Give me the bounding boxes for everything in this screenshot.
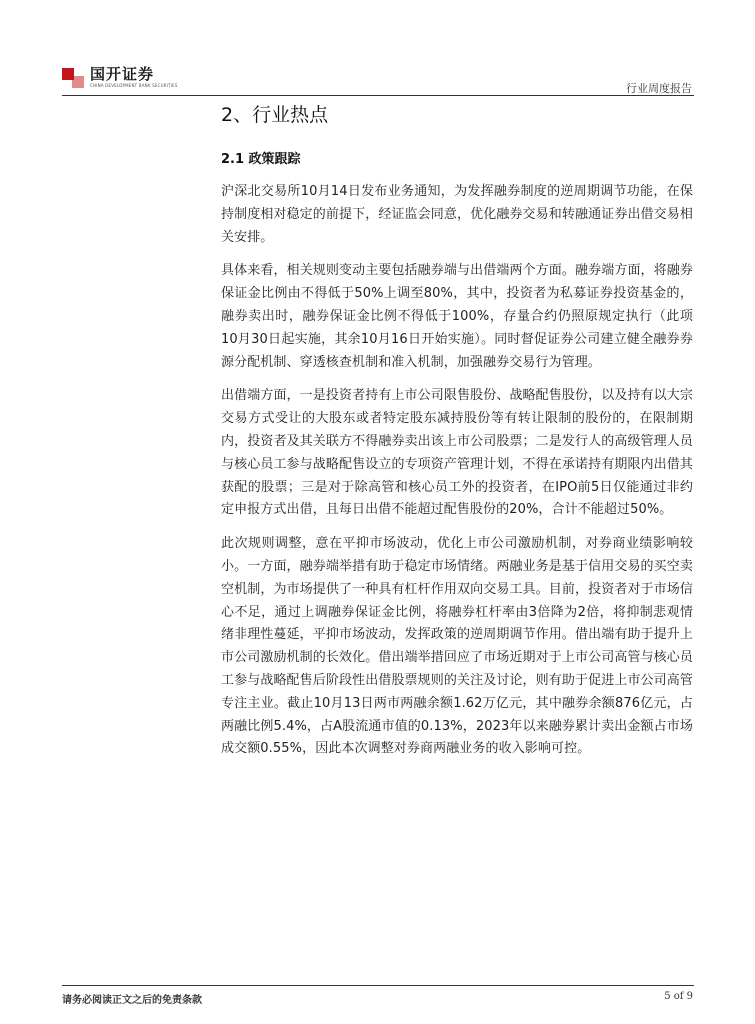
- header-divider: [62, 95, 694, 96]
- logo-icon: [62, 68, 84, 90]
- article-body: [221, 181, 693, 772]
- paragraph: 此次规则调整，意在平抑市场波动，优化上市公司激励机制，对券商业绩影响较小。一方面，融券端举措有助于稳定市场情绪。两融业务是基于信用交易的买空卖空机制，为市场提供了一种具有杠杆作用双向交易工具。目前，投资者对于市场信心不足，通过上调融券保证金比例，将融券杠杆率由3倍降为2倍，将抑制悲观情绪非理性蔓延，平抑市场波动，发挥政策的逆周期调节作用。借出端有助于提升上市公司激励机制的长效化。借出端举措回应了市场近期对于上市公司高管与核心员工参与战略配售后阶段性出借股票规则的关注及讨论，则有助于促进上市公司高管专注主业。截止10月13日两市两融余额1.62万亿元，其中融券余额876亿元，占两融比例5.4%，占A股流通市值的0.13%，2023年以来融券累计卖出金额占市场成交额0.55%，因此本次调整对券商两融业务的收入影响可控。: [221, 536, 693, 757]
- logo-text: 国开证券: [90, 65, 155, 83]
- disclaimer-text: 请务必阅读正文之后的免责条款: [62, 995, 202, 1006]
- paragraph: 出借端方面，一是投资者持有上市公司限售股份、战略配售股份，以及持有以大宗交易方式受让的大股东或者特定股东减持股份等有转让限制的股份的，在限制期内，投资者及其关联方不得融券卖出该上市公司股票；二是发行人的高级管理人员与核心员工参与战略配售设立的专项资产管理计划，不得在承诺持有期限内出借其获配的股票；三是对于除高管和核心员工外的投资者，在IPO前5日仅能通过非约定申报方式出借，且每日出借不能超过配售股份的20%，合计不能超过50%。: [221, 388, 693, 518]
- section-title: 2、行业热点: [221, 104, 329, 126]
- page-header: [62, 66, 694, 94]
- page-number: 5 of 9: [664, 991, 693, 1002]
- footer-divider: [62, 985, 694, 986]
- paragraph: 具体来看，相关规则变动主要包括融券端与出借端两个方面。融券端方面，将融券保证金比例由不得低于50%上调至80%，其中，投资者为私募证券投资基金的，融券卖出时，融券保证金比例不得低于100%，存量合约仍照原规定执行（此项10月30日起实施，其余10月16日开始实施）。同时督促证券公司建立健全融券券源分配机制、穿透核查机制和准入机制，加强融券交易行为管理。: [221, 263, 693, 370]
- report-type: 行业周度报告: [626, 82, 692, 95]
- subsection-title: 2.1 政策跟踪: [221, 152, 301, 167]
- paragraph: 沪深北交易所10月14日发布业务通知，为发挥融券制度的逆周期调节功能，在保持制度相对稳定的前提下，经证监会同意，优化融券交易和转融通证券出借交易相关安排。: [221, 184, 693, 245]
- logo-subtext: CHINA DEVELOPMENT BANK SECURITIES: [90, 83, 178, 88]
- company-logo: [62, 66, 178, 92]
